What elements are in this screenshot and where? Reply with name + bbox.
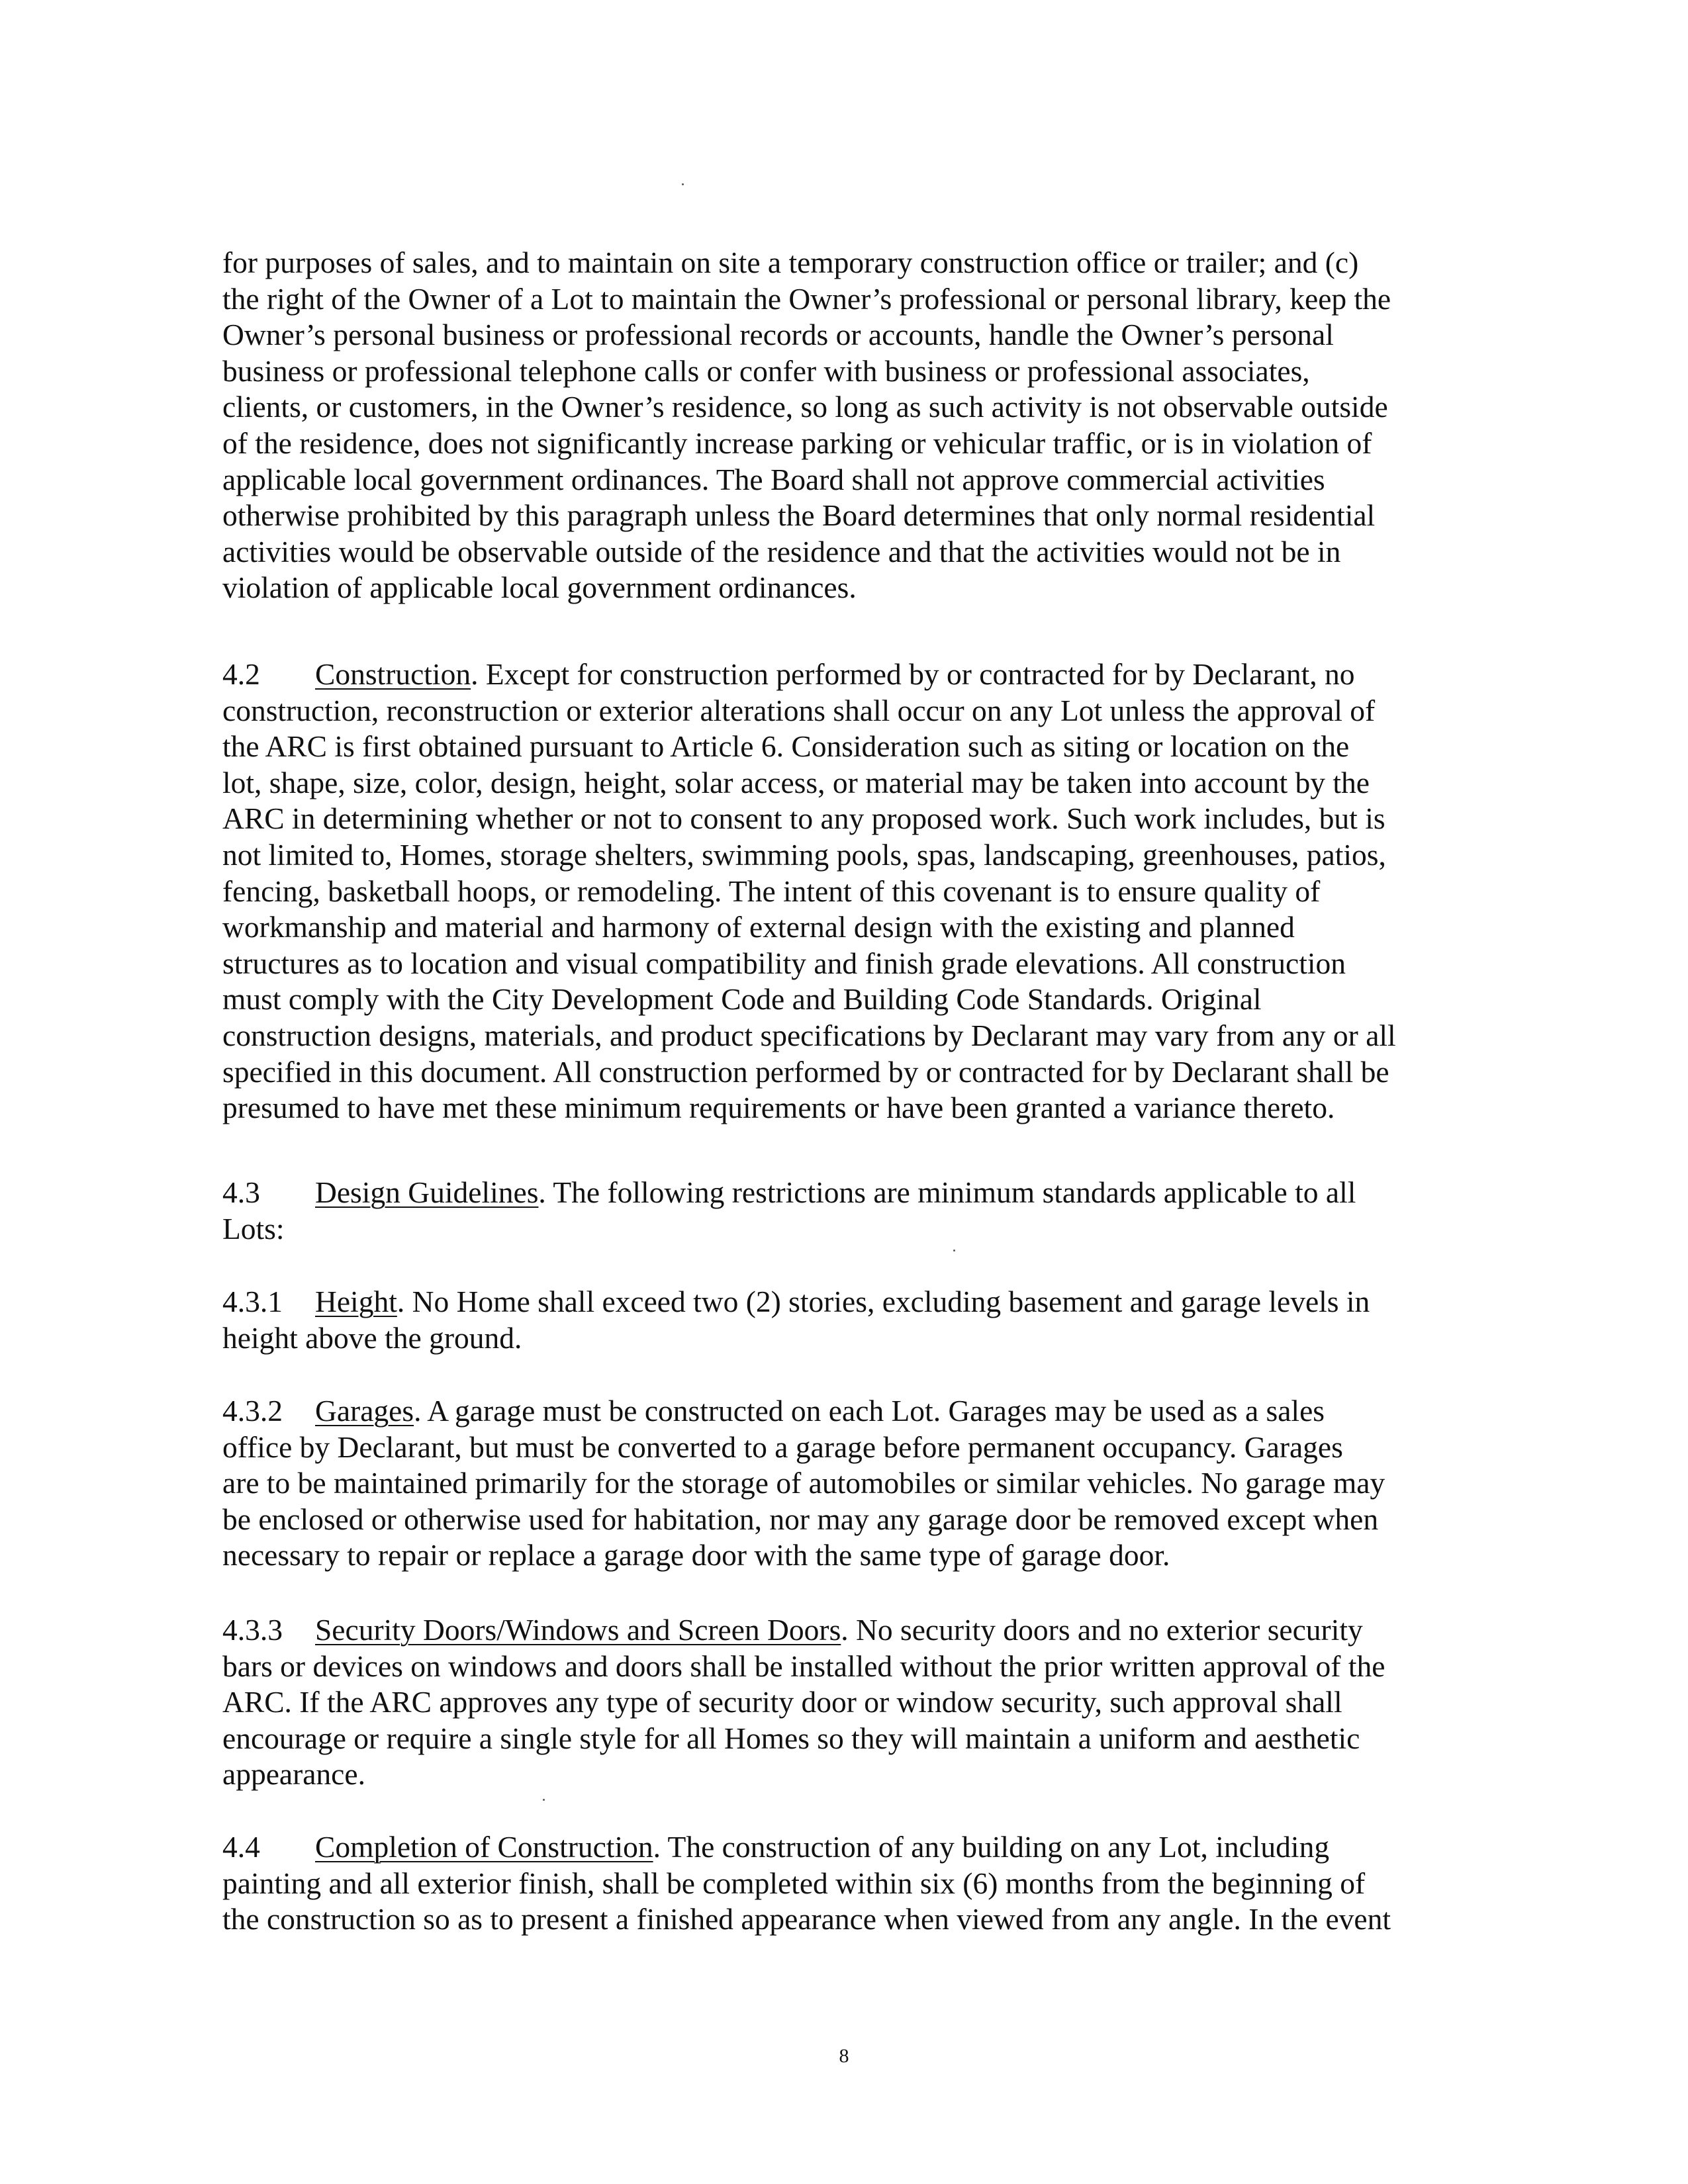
text-line: activities would be observable outside of the residence and that the activities would not be in (222, 534, 1341, 569)
section-number: 4.3 (222, 1175, 260, 1209)
text-line: are to be maintained primarily for the storage of automobiles or similar vehicles. No garage may (222, 1466, 1385, 1500)
text-line: Owner’s personal business or professional records or accounts, handle the Owner’s personal (222, 318, 1334, 352)
text-line: necessary to repair or replace a garage door with the same type of garage door. (222, 1538, 1170, 1572)
text-line: presumed to have met these minimum requirements or have been granted a variance thereto. (222, 1091, 1335, 1125)
section-number: 4.3.1 (222, 1285, 283, 1318)
section-first-line (222, 1284, 1467, 1320)
section-first-line-text: . No Home shall exceed two (2) stories, excluding basement and garage levels in (397, 1285, 1370, 1318)
section-number: 4.3.3 (222, 1613, 283, 1647)
section-first-line-text: . The following restrictions are minimum standards applicable to all (538, 1175, 1356, 1209)
scan-speck (953, 1250, 955, 1251)
text-line: structures as to location and visual compatibility and finish grade elevations. All construction (222, 946, 1346, 980)
text-line: appearance. (222, 1757, 365, 1792)
section-heading: Garages (315, 1394, 414, 1428)
section-4-3-2-garages (222, 1393, 1467, 1574)
scan-speck (543, 1799, 545, 1801)
text-line: height above the ground. (222, 1320, 522, 1355)
section-heading: Construction (315, 657, 471, 691)
section-first-line (222, 657, 1467, 693)
text-line: for purposes of sales, and to maintain on site a temporary construction office or trailer; and (c) (222, 246, 1359, 279)
section-4-2-construction (222, 657, 1467, 1126)
scan-speck (682, 183, 684, 185)
section-number: 4.4 (222, 1830, 260, 1864)
section-first-line-text: . The construction of any building on any Lot, including (653, 1830, 1330, 1864)
text-line: clients, or customers, in the Owner’s residence, so long as such activity is not observable outside (222, 390, 1388, 424)
section-number: 4.2 (222, 657, 260, 691)
section-first-line (222, 1829, 1467, 1866)
text-line: ARC. If the ARC approves any type of security door or window security, such approval shall (222, 1685, 1342, 1719)
text-line: violation of applicable local government ordinances. (222, 570, 857, 605)
text-line: lot, shape, size, color, design, height, solar access, or material may be taken into account by the (222, 765, 1370, 799)
text-line: not limited to, Homes, storage shelters, swimming pools, spas, landscaping, greenhouses, patios, (222, 837, 1386, 872)
section-heading: Design Guidelines (315, 1175, 539, 1209)
section-4-4-completion (222, 1829, 1467, 1938)
section-4-3-3-security-doors (222, 1612, 1467, 1793)
text-line: bars or devices on windows and doors shall be installed without the prior written approval of the (222, 1649, 1385, 1683)
text-line: ARC in determining whether or not to consent to any proposed work. Such work includes, but is (222, 801, 1385, 836)
section-first-line-text: . Except for construction performed by or contracted for by Declarant, no (471, 657, 1355, 691)
section-heading: Completion of Construction (315, 1830, 653, 1864)
text-line: otherwise prohibited by this paragraph unless the Board determines that only normal residential (222, 498, 1376, 533)
section-first-line-text: . A garage must be constructed on each Lot. Garages may be used as a sales (414, 1394, 1325, 1428)
section-first-line (222, 1393, 1467, 1430)
text-line: fencing, basketball hoops, or remodeling. The intent of this covenant is to ensure quality of (222, 874, 1321, 908)
section-number: 4.3.2 (222, 1394, 283, 1428)
text-line: specified in this document. All construction performed by or contracted for by Declarant shall be (222, 1054, 1389, 1089)
section-heading: Height (315, 1285, 397, 1318)
text-line: encourage or require a single style for all Homes so they will maintain a uniform and aesthetic (222, 1721, 1360, 1755)
text-line: of the residence, does not significantly increase parking or vehicular traffic, or is in violation of (222, 426, 1372, 460)
text-line: be enclosed or otherwise used for habitation, nor may any garage door be removed except when (222, 1502, 1379, 1536)
text-line: the construction so as to present a finished appearance when viewed from any angle. In the event (222, 1902, 1391, 1936)
text-line: office by Declarant, but must be converted to a garage before permanent occupancy. Garages (222, 1430, 1343, 1464)
text-line: applicable local government ordinances. The Board shall not approve commercial activities (222, 462, 1325, 496)
page-number: 8 (839, 2045, 849, 2067)
section-4-3-1-height (222, 1284, 1467, 1356)
text-line: must comply with the City Development Code and Building Code Standards. Original (222, 982, 1262, 1017)
section-first-line-text: . No security doors and no exterior security (841, 1613, 1363, 1647)
text-line: the right of the Owner of a Lot to maintain the Owner’s professional or personal library, keep the (222, 281, 1391, 316)
section-first-line (222, 1612, 1467, 1649)
text-line: workmanship and material and harmony of external design with the existing and planned (222, 910, 1295, 944)
section-first-line (222, 1175, 1467, 1211)
text-line: construction, reconstruction or exterior alterations shall occur on any Lot unless the approval of (222, 693, 1376, 727)
text-line: Lots: (222, 1211, 285, 1246)
text-line: business or professional telephone calls or confer with business or professional associates, (222, 353, 1310, 388)
text-line: construction designs, materials, and product specifications by Declarant may vary from any or all (222, 1018, 1396, 1052)
text-line: the ARC is first obtained pursuant to Article 6. Consideration such as siting or location on the (222, 729, 1350, 764)
intro-paragraph (222, 245, 1467, 606)
text-line: painting and all exterior finish, shall be completed within six (6) months from the beginning of (222, 1866, 1366, 1900)
section-heading: Security Doors/Windows and Screen Doors (315, 1613, 841, 1647)
section-4-3-design-guidelines (222, 1175, 1467, 1247)
